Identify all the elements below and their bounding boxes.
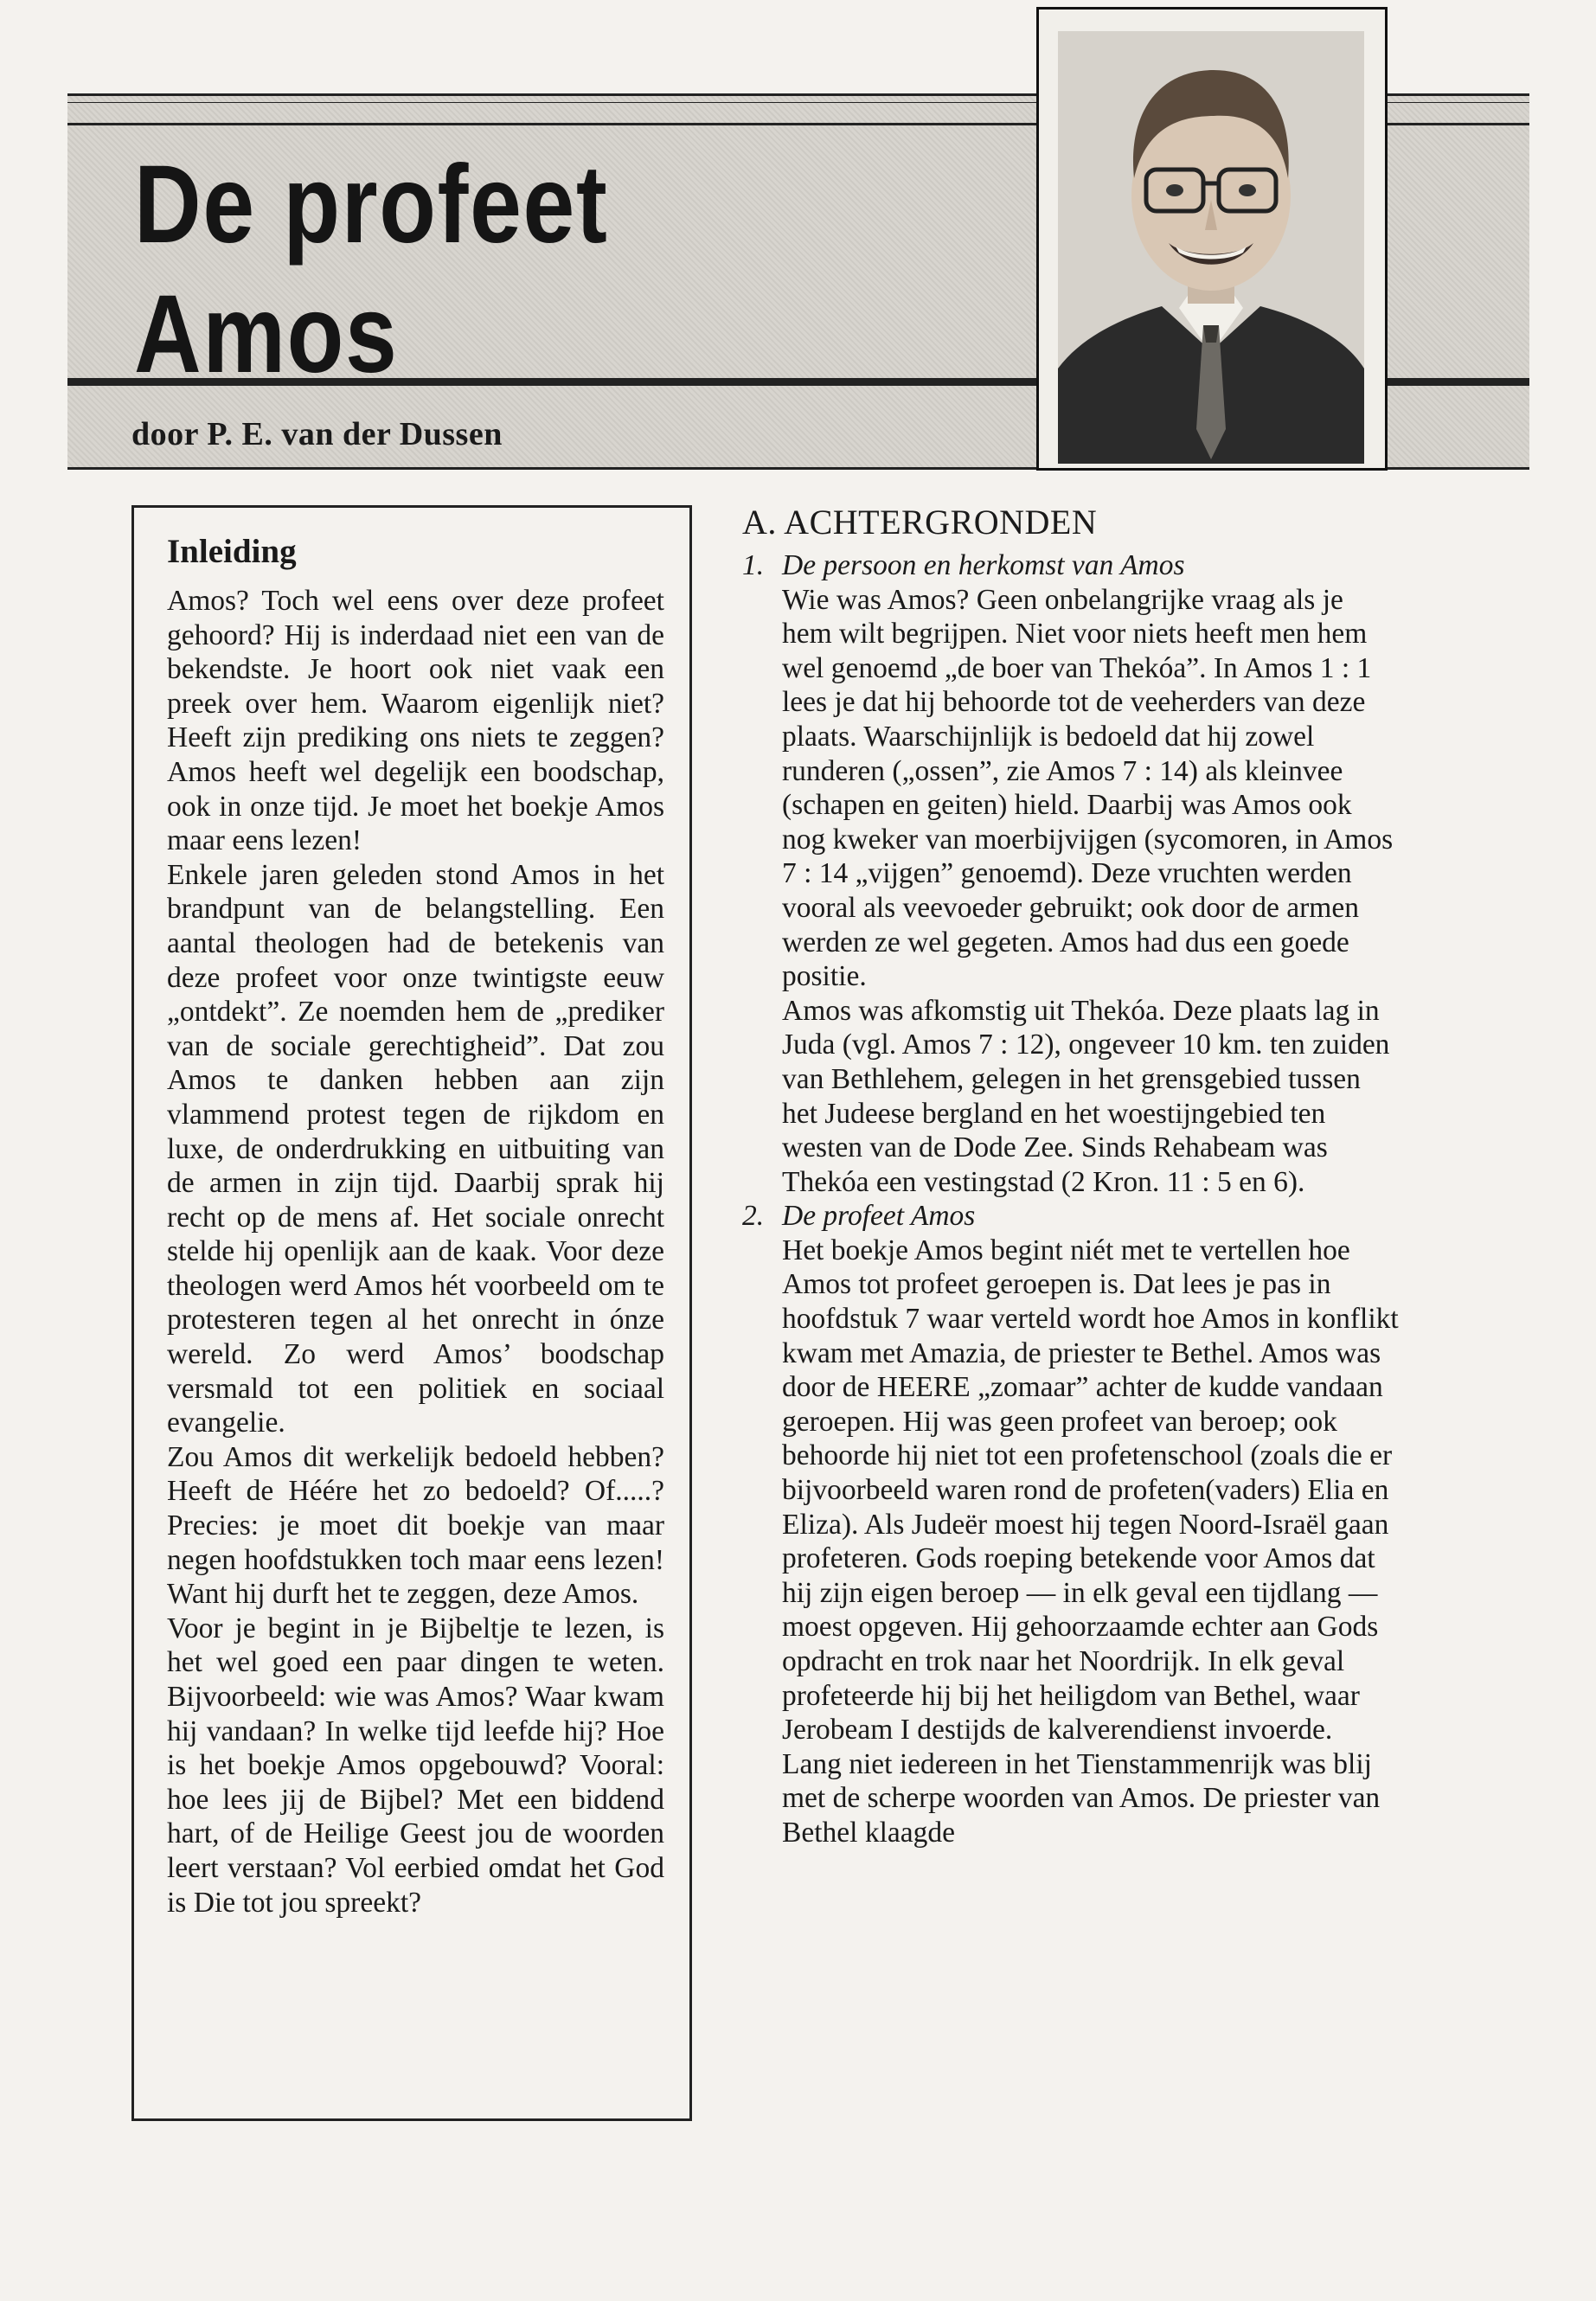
- intro-paragraph-4: Voor je begint in je Bijbeltje te lezen, is het wel goed een paar dingen te weten. Bijvoorbeeld: wie was Amos? Waar kwam hij vandaan? In welke tijd leefde hij? Hoe is het boekje Amos opgebouwd? Vooral: hoe lees jij de Bijbel? Met een biddend hart, of de Heilige Geest jou de woorden leert verstaan? Vol eerbied omdat het God is Die tot jou spreekt?: [167, 1612, 664, 1919]
- header-top-rule-right-thin: [1382, 102, 1529, 103]
- author-photo: [1058, 31, 1364, 464]
- intro-heading: Inleiding: [167, 533, 297, 570]
- subsection-2-paragraph-2: Lang niet iedereen in het Tienstammenrijk was blij met de scherpe woorden van Amos. De priester van Bethel klaagde: [782, 1747, 1381, 1849]
- intro-paragraph-1: Amos? Toch wel eens over deze profeet gehoord? Hij is inderdaad niet een van de bekendste. Je hoort ook niet vaak een preek over hem. Waarom eigenlijk niet? Heeft zijn prediking ons niets te zeggen? Amos heeft wel degelijk een boodschap, ook in onze tijd. Je moet het boekje Amos maar eens lezen!: [167, 585, 664, 857]
- header-top-rule-right: [1382, 93, 1529, 96]
- author-photo-frame: [1036, 7, 1388, 471]
- subsection-1-heading: [742, 548, 1400, 583]
- subsection-1-number: 1.: [742, 549, 765, 581]
- subsection-2-body: [782, 1234, 1400, 1850]
- subsection-1-paragraph-2: Amos was afkomstig uit Thekóa. Deze plaats lag in Juda (vgl. Amos 7 : 12), ongeveer 10 km. ten zuiden van Bethlehem, gelegen in het grensgebied tussen het Judeese bergland en het woestijngebied ten westen van de Dode Zee. Sinds Rehabeam was Thekóa een vestingstad (2 Kron. 11 : 5 en 6).: [782, 994, 1390, 1198]
- portrait-illustration: [1058, 31, 1364, 464]
- header-mid-rule-right: [1382, 378, 1529, 386]
- intro-paragraph-3: Zou Amos dit werkelijk bedoeld hebben? Heeft de Héére het zo bedoeld? Of.....? Precies: je moet dit boekje van maar negen hoofdstukken toch maar eens lezen! Want hij durft het te zeggen, deze Amos.: [167, 1440, 664, 1611]
- article-byline: door P. E. van der Dussen: [131, 416, 503, 452]
- header-title-rule: [67, 123, 1038, 125]
- intro-box: [131, 505, 692, 2121]
- header-top-rule-thin: [67, 102, 1038, 103]
- right-column: [742, 502, 1400, 1850]
- subsection-1-title: De persoon en herkomst van Amos: [782, 549, 1185, 581]
- header-top-rule: [67, 93, 1038, 96]
- section-a-heading: A. ACHTERGRONDEN: [742, 503, 1098, 542]
- header-title-rule-right: [1382, 123, 1529, 125]
- subsection-2-heading: [742, 1199, 1400, 1234]
- article-title: De profeet Amos: [134, 143, 609, 396]
- subsection-2-number: 2.: [742, 1200, 765, 1233]
- subsection-2-title: De profeet Amos: [782, 1200, 976, 1233]
- subsection-1-body: [782, 583, 1400, 1200]
- subsection-2-paragraph-1: Het boekje Amos begint niét met te vertellen hoe Amos tot profeet geroepen is. Dat lees je pas in hoofdstuk 7 waar verteld wordt hoe Amos in konflikt kwam met Amazia, de priester te Bethel. Amos was door de HEERE „zomaar” achter de kudde vandaan geroepen. Hij was geen profeet van beroep; ook behoorde hij niet tot een profetenschool (zoals die er bijvoorbeeld waren rond de profeten(vaders) Elia en Eliza). Als Judeër moest hij tegen Noord-Israël gaan profeteren. Gods roeping betekende voor Amos dat hij zijn eigen beroep — in elk geval een tijdlang — moest opgeven. Hij gehoorzaamde echter aan Gods opdracht en trok naar het Noordrijk. In elk geval profeteerde hij bij het heiligdom van Bethel, waar Jerobeam I destijds de kalverendienst invoerde.: [782, 1234, 1399, 1747]
- subsection-1-paragraph-1: Wie was Amos? Geen onbelangrijke vraag als je hem wilt begrijpen. Niet voor niets heeft men hem wel genoemd „de boer van Thekóa”. In Amos 1 : 1 lees je dat hij behoorde tot de veeherders van deze plaats. Waarschijnlijk is bedoeld dat hij zowel runderen („ossen”, zie Amos 7 : 14) als kleinvee (schapen en geiten) hield. Daarbij was Amos ook nog kweker van moerbijvijgen (sycomoren, in Amos 7 : 14 „vijgen” genoemd). Deze vruchten werden vooral als veevoeder gebruikt; ook door de armen werden ze wel gegeten. Amos had dus een goede positie.: [782, 583, 1394, 993]
- intro-text: [167, 584, 664, 1920]
- intro-paragraph-2: Enkele jaren geleden stond Amos in het brandpunt van de belangstelling. Een aantal theologen had de betekenis van deze profeet voor onze twintigste eeuw „ontdekt”. Ze noemden hem de „prediker van de sociale gerechtigheid”. Dat zou Amos te danken hebben aan zijn vlammend protest tegen de rijkdom en luxe, de onderdrukking en uitbuiting van de armen in zijn tijd. Daarbij sprak hij recht op de mens af. Het sociale onrecht stelde hij openlijk aan de kaak. Voor deze theologen werd Amos hét voorbeeld om te protesteren tegen al het onrecht in ónze wereld. Zo werd Amos’ boodschap versmald tot een politiek en sociaal evangelie.: [167, 858, 664, 1439]
